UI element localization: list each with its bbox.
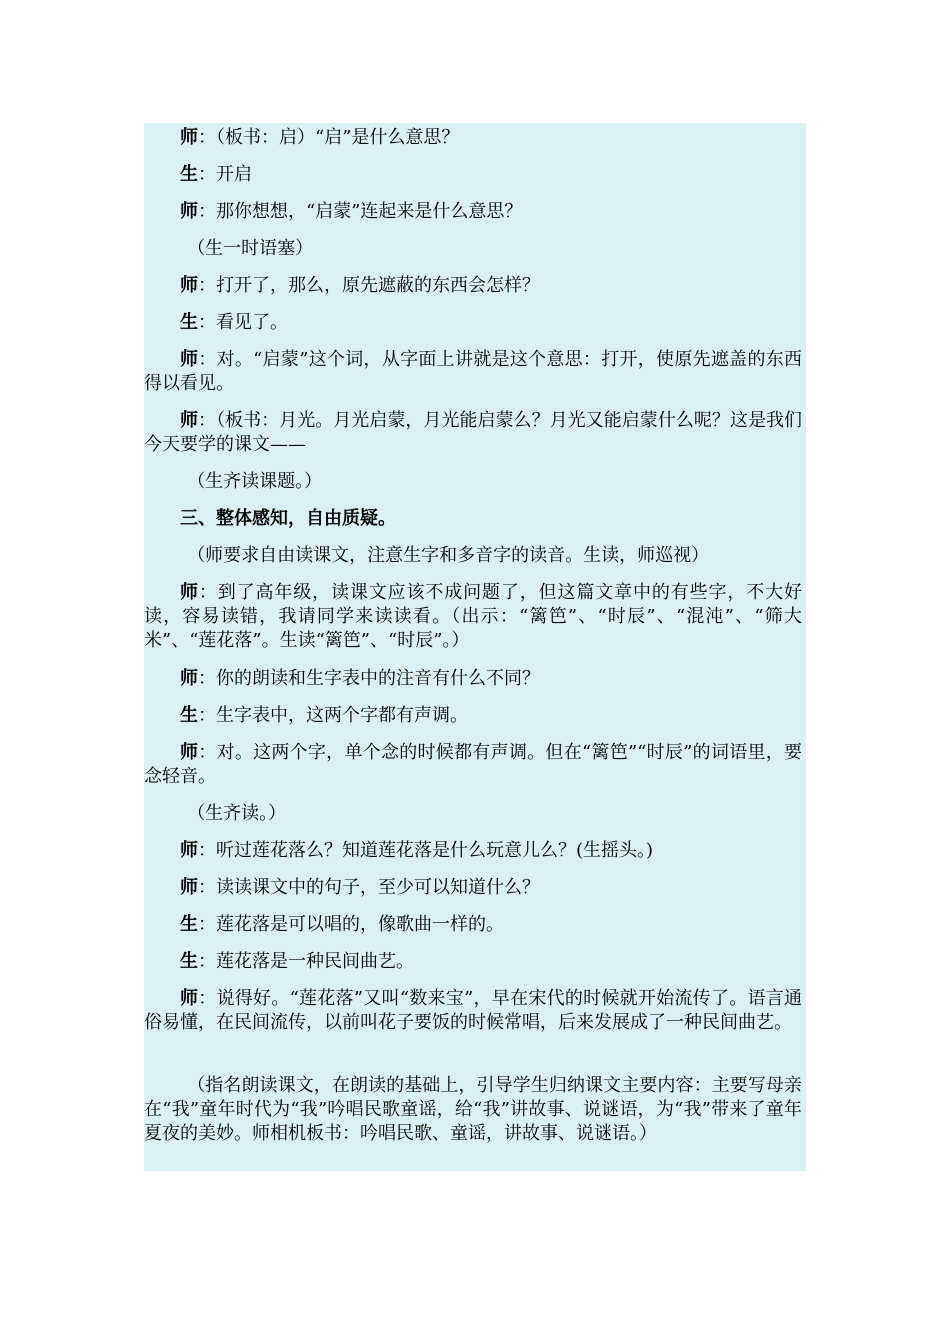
speaker-separator: ：	[198, 840, 216, 861]
paragraph-text: （生齐读课题。）	[187, 471, 323, 492]
speaker-separator: ：	[198, 951, 216, 972]
speaker-separator: ：	[198, 988, 217, 1009]
stage-direction	[144, 544, 802, 568]
speaker-label: 师	[180, 840, 198, 861]
speaker-label: 师	[180, 877, 198, 898]
paragraph-text: 到了高年级，读课文应该不成问题了，但这篇文章中的有些字，不大好读，容易读错，我请同学来读读看。（出示：“篱笆”、“时辰”、“混沌”、“筛大米”、“莲花落”。生读“篱笆”、“时辰”。）	[144, 582, 802, 651]
document-body	[144, 123, 806, 1171]
paragraph-text: （板书：启）“启”是什么意思？	[216, 127, 460, 148]
dialogue-paragraph	[144, 741, 802, 789]
dialogue-paragraph	[144, 876, 802, 900]
speaker-separator: ：	[198, 582, 218, 603]
paragraph-text: 听过莲花落么？知道莲花落是什么玩意儿么？(生摇头。)	[216, 840, 654, 861]
speaker-separator: ：	[198, 742, 217, 763]
dialogue-paragraph	[144, 704, 802, 728]
speaker-label: 师	[180, 668, 198, 689]
speaker-separator: ：	[198, 705, 216, 726]
speaker-separator: ：	[198, 349, 217, 370]
speaker-label: 师	[180, 201, 198, 222]
speaker-separator: ：	[198, 201, 216, 222]
speaker-label: 师	[180, 742, 199, 763]
speaker-separator: ：	[198, 312, 216, 333]
dialogue-paragraph	[144, 409, 802, 457]
speaker-label: 师	[180, 127, 198, 148]
speaker-label: 生	[180, 914, 198, 935]
dialogue-paragraph	[144, 274, 802, 298]
dialogue-paragraph	[144, 913, 802, 937]
paragraph-text: （师要求自由读课文，注意生字和多音字的读音。生读，师巡视）	[187, 545, 710, 566]
paragraph-text: 打开了，那么，原先遮蔽的东西会怎样？	[216, 275, 540, 296]
speaker-label: 生	[180, 312, 198, 333]
section-heading	[144, 507, 802, 531]
paragraph-text: （生齐读。）	[187, 803, 287, 824]
speaker-label: 师	[180, 988, 199, 1009]
stage-direction	[144, 470, 802, 494]
speaker-separator: ：	[198, 410, 217, 431]
speaker-separator: ：	[198, 668, 216, 689]
dialogue-paragraph	[144, 348, 802, 396]
dialogue-paragraph	[144, 581, 802, 653]
paragraph-text: （指名朗读课文，在朗读的基础上，引导学生归纳课文主要内容：主要写母亲在“我”童年时代为“我”吟唱民歌童谣，给“我”讲故事、说谜语，为“我”带来了童年夏夜的美妙。师相机板书：吟唱民歌、童谣，讲故事、说谜语。）	[144, 1075, 802, 1144]
speaker-label: 生	[180, 705, 198, 726]
speaker-label: 师	[180, 275, 198, 296]
dialogue-paragraph	[144, 950, 802, 974]
stage-direction	[144, 802, 802, 826]
speaker-label: 师	[180, 410, 199, 431]
speaker-separator: ：	[198, 275, 216, 296]
dialogue-paragraph	[144, 667, 802, 691]
paragraph-text: 那你想想，“启蒙”连起来是什么意思？	[216, 201, 523, 222]
paragraph-text: 开启	[216, 164, 252, 185]
heading-text: 三、整体感知，自由质疑。	[180, 508, 396, 529]
dialogue-paragraph	[144, 163, 802, 187]
paragraph-text: 生字表中，这两个字都有声调。	[216, 705, 468, 726]
stage-direction	[144, 237, 802, 261]
speaker-separator: ：	[198, 914, 216, 935]
dialogue-paragraph	[144, 200, 802, 224]
speaker-label: 师	[180, 582, 199, 603]
paragraph-text: （生一时语塞）	[187, 238, 314, 259]
dialogue-paragraph	[144, 311, 802, 335]
paragraph-text: 你的朗读和生字表中的注音有什么不同？	[216, 668, 540, 689]
paragraph-text: 莲花落是可以唱的，像歌曲一样的。	[216, 914, 504, 935]
paragraph-text: 对。这两个字，单个念的时候都有声调。但在“篱笆”“时辰”的词语里，要念轻音。	[144, 742, 803, 787]
paragraph-text: 看见了。	[216, 312, 288, 333]
stage-direction	[144, 1074, 802, 1146]
dialogue-paragraph	[144, 126, 802, 150]
paragraph-text: 说得好。“莲花落”又叫“数来宝”，早在宋代的时候就开始流传了。语言通俗易懂，在民间流传，以前叫花子要饭的时候常唱，后来发展成了一种民间曲艺。	[144, 988, 802, 1033]
paragraph-text: 读读课文中的句子，至少可以知道什么？	[216, 877, 540, 898]
speaker-separator: ：	[198, 127, 216, 148]
paragraph-text: 莲花落是一种民间曲艺。	[216, 951, 414, 972]
paragraph-text: 对。“启蒙”这个词，从字面上讲就是这个意思：打开，使原先遮盖的东西得以看见。	[144, 349, 803, 394]
speaker-separator: ：	[198, 164, 216, 185]
paragraph-text: （板书：月光。月光启蒙，月光能启蒙么？月光又能启蒙什么呢？这是我们今天要学的课文——	[144, 410, 803, 455]
dialogue-paragraph	[144, 987, 802, 1035]
speaker-separator: ：	[198, 877, 216, 898]
speaker-label: 生	[180, 164, 198, 185]
speaker-label: 生	[180, 951, 198, 972]
speaker-label: 师	[180, 349, 199, 370]
dialogue-paragraph	[144, 839, 802, 863]
